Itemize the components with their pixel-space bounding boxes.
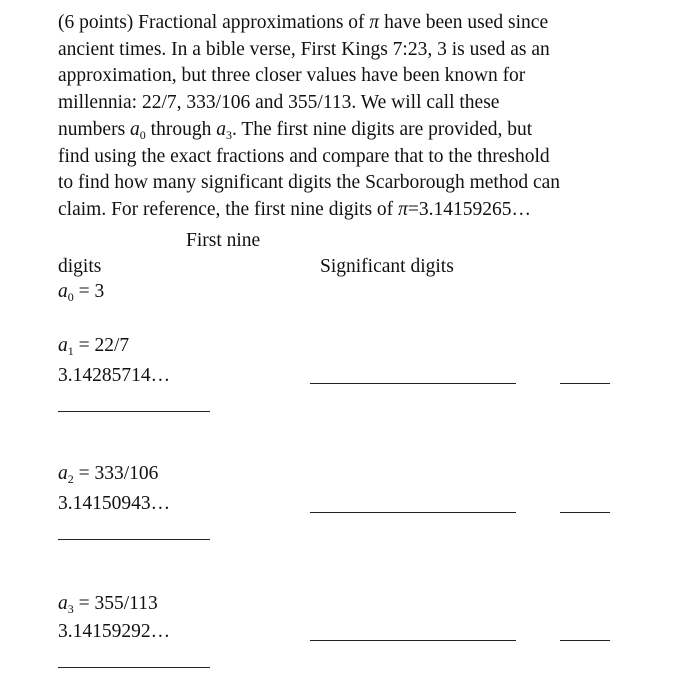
row-a3-digits: 3.14159292… (58, 621, 171, 642)
problem-line-6: find using the exact fractions and compare that to the threshold (58, 145, 550, 167)
row-a1-significant-blank[interactable] (560, 383, 610, 384)
row-a1-answer-blank[interactable] (310, 383, 516, 384)
row-a2-digits-blank[interactable] (58, 539, 210, 540)
row-a0-label: $a_0 = 3$ (58, 281, 105, 304)
problem-statement (58, 10, 658, 224)
problem-line-3: approximation, but three closer values have been known for (58, 65, 526, 87)
header-significant-digits: Significant digits (320, 256, 454, 277)
problem-line-2: ancient times. In a bible verse, First Kings 7:23, 3 is used as an (58, 38, 550, 60)
row-a2-answer-blank[interactable] (310, 512, 516, 513)
row-a3-label: $a_3 = 355/113$ (58, 593, 158, 616)
row-a3-digits-blank[interactable] (58, 667, 210, 668)
row-a1-digits: 3.14285714… (58, 365, 171, 386)
row-a3-answer-blank[interactable] (310, 640, 516, 641)
row-a2-significant-blank[interactable] (560, 512, 610, 513)
row-a3-significant-blank[interactable] (560, 640, 610, 641)
header-first-nine: First nine (186, 230, 261, 251)
problem-line-5: numbers $a_0$ through $a_3$. The first nine digits are provided, but (58, 118, 533, 142)
problem-line-1: (6 points) Fractional approximations of π have been used since (58, 12, 549, 33)
problem-line-4: millennia: 22/7, 333/106 and 355/113. We will call these (58, 92, 500, 114)
row-a2-label: $a_2 = 333/106$ (58, 463, 159, 486)
row-a1-label: $a_1 = 22/7$ (58, 335, 130, 358)
row-a1-digits-blank[interactable] (58, 411, 210, 412)
row-a2-digits: 3.14150943… (58, 493, 171, 514)
problem-line-8: claim. For reference, the first nine digits of π=3.14159265… (58, 198, 531, 220)
header-digits: digits (58, 256, 102, 277)
problem-line-7: to find how many significant digits the Scarborough method can (58, 172, 561, 194)
